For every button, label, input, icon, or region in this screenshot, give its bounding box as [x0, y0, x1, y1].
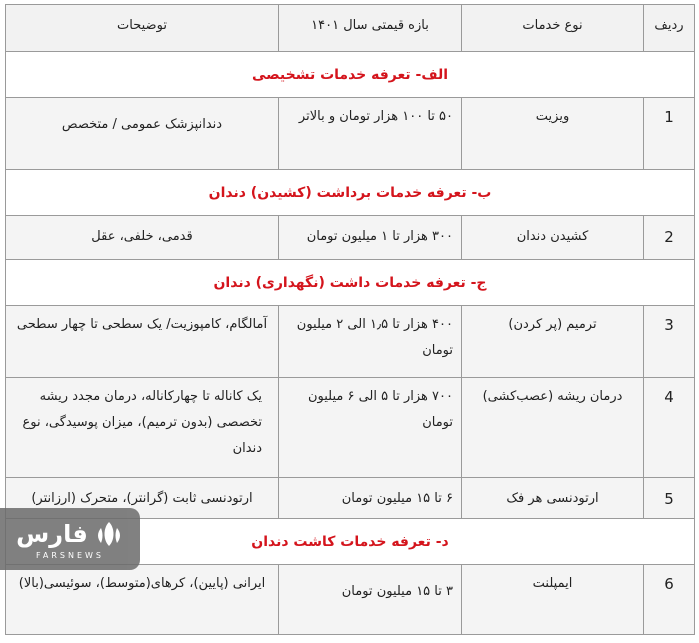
- service-type: ایمپلنت: [462, 565, 644, 635]
- description: یک کاناله تا چهارکاناله، درمان مجدد ریشه تخصصی (بدون ترمیم)، میزان پوسیدگی، نوع دندان: [6, 378, 279, 478]
- section-title: ج- تعرفه خدمات داشت (نگهداری) دندان: [6, 260, 695, 306]
- service-type: ویزیت: [462, 98, 644, 170]
- section-heading-diagnostic: [6, 52, 695, 98]
- description: آمالگام، کامپوزیت/ یک سطحی تا چهار سطحی: [6, 306, 279, 378]
- section-title: الف- تعرفه خدمات تشخیصی: [6, 52, 695, 98]
- header-row-number: ردیف: [644, 5, 695, 52]
- service-type: کشیدن دندان: [462, 216, 644, 260]
- section-title: ب- تعرفه خدمات برداشت (کشیدن) دندان: [6, 170, 695, 216]
- price-range: ۳ تا ۱۵ میلیون تومان: [279, 565, 462, 635]
- watermark-subtitle: FARSNEWS: [35, 550, 104, 560]
- table-row: [6, 98, 695, 170]
- price-range: ۶ تا ۱۵ میلیون تومان: [279, 478, 462, 519]
- row-number: 5: [644, 478, 695, 519]
- farsnews-logo-icon: [94, 519, 124, 549]
- watermark-logo: [16, 519, 124, 549]
- price-range: ۴۰۰ هزار تا ۱٫۵ الی ۲ میلیون تومان: [279, 306, 462, 378]
- table-row: [6, 216, 695, 260]
- row-number: 3: [644, 306, 695, 378]
- description: قدمی، خلفی، عقل: [6, 216, 279, 260]
- section-heading-maintenance: [6, 260, 695, 306]
- header-service-type: نوع خدمات: [462, 5, 644, 52]
- farsnews-watermark: [0, 508, 140, 570]
- header-price-range: بازه قیمتی سال ۱۴۰۱: [279, 5, 462, 52]
- service-type: ترمیم (پر کردن): [462, 306, 644, 378]
- price-range: ۵۰ تا ۱۰۰ هزار تومان و بالاتر: [279, 98, 462, 170]
- row-number: 4: [644, 378, 695, 478]
- table-row: [6, 378, 695, 478]
- section-title: د- تعرفه خدمات کاشت دندان: [6, 519, 695, 565]
- row-number: 2: [644, 216, 695, 260]
- description: ارتودنسی ثابت (گرانتر)، متحرک (ارزانتر): [6, 478, 279, 519]
- table-row: [6, 565, 695, 635]
- table-header-row: [6, 5, 695, 52]
- service-type: ارتودنسی هر فک: [462, 478, 644, 519]
- price-range: ۳۰۰ هزار تا ۱ میلیون تومان: [279, 216, 462, 260]
- description: دندانپزشک عمومی / متخصص: [6, 98, 279, 170]
- price-range: ۷۰۰ هزار تا ۵ الی ۶ میلیون تومان: [279, 378, 462, 478]
- row-number: 6: [644, 565, 695, 635]
- service-type: درمان ریشه (عصب‌کشی): [462, 378, 644, 478]
- row-number: 1: [644, 98, 695, 170]
- header-description: توضیحات: [6, 5, 279, 52]
- description: ایرانی (پایین)، کرهای(متوسط)، سوئیسی(بالا): [6, 565, 279, 635]
- table-row: [6, 306, 695, 378]
- section-heading-extraction: [6, 170, 695, 216]
- watermark-brand: فارس: [16, 519, 88, 548]
